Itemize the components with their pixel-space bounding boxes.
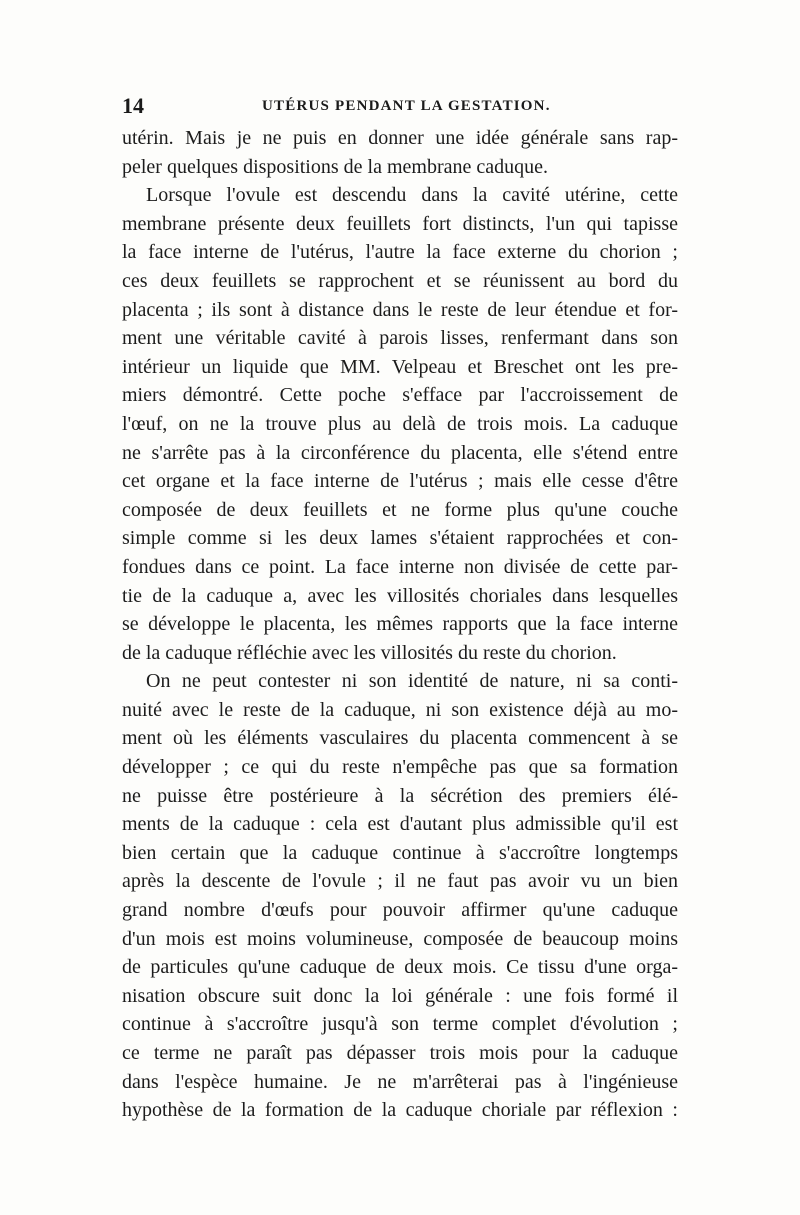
text-line: tie de la caduque a, avec les villosités choriales dans lesquelles (122, 584, 678, 607)
text-line: ment où les éléments vasculaires du placenta commencent à se (122, 727, 678, 750)
text-line: miers démontré. Cette poche s'efface par l'accroissement de (122, 384, 678, 407)
text-line: Lorsque l'ovule est descendu dans la cavité utérine, cette (146, 184, 678, 207)
text-line: nuité avec le reste de la caduque, ni son existence déjà au mo- (122, 698, 678, 721)
text-line: de particules qu'une caduque de deux mois. Ce tissu d'une orga- (122, 956, 678, 979)
page-number: 14 (122, 93, 144, 118)
text-line: On ne peut contester ni son identité de nature, ni sa conti- (146, 670, 678, 693)
text-line: grand nombre d'œufs pour pouvoir affirmer qu'une caduque (122, 899, 678, 922)
text-line: intérieur un liquide que MM. Velpeau et Breschet ont les pre- (122, 355, 678, 378)
text-line: ces deux feuillets se rapprochent et se réunissent au bord du (122, 269, 678, 292)
text-line: l'œuf, on ne la trouve plus au delà de trois mois. La caduque (122, 412, 678, 435)
text-line: placenta ; ils sont à distance dans le reste de leur étendue et for- (122, 298, 678, 321)
text-line: peler quelques dispositions de la membrane caduque. (122, 155, 548, 178)
text-line: se développe le placenta, les mêmes rapports que la face interne (122, 613, 678, 636)
text-line: d'un mois est moins volumineuse, composée de beaucoup moins (122, 927, 678, 950)
text-line: composée de deux feuillets et ne forme plus qu'une couche (122, 498, 678, 521)
text-line: bien certain que la caduque continue à s'accroître longtemps (122, 841, 678, 864)
text-line: ments de la caduque : cela est d'autant plus admissible qu'il est (122, 813, 678, 836)
text-line: ce terme ne paraît pas dépasser trois mois pour la caduque (122, 1042, 678, 1064)
page-header (122, 94, 678, 118)
text-line: ne puisse être postérieure à la sécrétion des premiers élé- (122, 784, 678, 807)
text-line: continue à s'accroître jusqu'à son terme complet d'évolution ; (122, 1013, 678, 1036)
text-line: membrane présente deux feuillets fort distincts, l'un qui tapisse (122, 212, 678, 235)
body-text (122, 124, 678, 1125)
text-line: ne s'arrête pas à la circonférence du placenta, elle s'étend entre (122, 441, 678, 464)
text-line: la face interne de l'utérus, l'autre la face externe du chorion ; (122, 241, 678, 264)
text-line: fondues dans ce point. La face interne non divisée de cette par- (122, 555, 678, 578)
text-line: utérin. Mais je ne puis en donner une idée générale sans rap- (122, 127, 678, 149)
text-line: cet organe et la face interne de l'utérus ; mais elle cesse d'être (122, 470, 678, 493)
text-line: nisation obscure suit donc la loi générale : une fois formé il (122, 984, 678, 1007)
text-line: après la descente de l'ovule ; il ne faut pas avoir vu un bien (122, 870, 678, 893)
text-line: de la caduque réfléchie avec les villosités du reste du chorion. (122, 641, 617, 664)
text-line: ment une véritable cavité à parois lisses, renfermant dans son (122, 327, 678, 350)
text-line: développer ; ce qui du reste n'empêche pas que sa formation (122, 756, 678, 779)
running-title: UTÉRUS PENDANT LA GESTATION. (262, 98, 551, 114)
text-line: hypothèse de la formation de la caduque choriale par réflexion : (122, 1099, 678, 1122)
text-line: dans l'espèce humaine. Je ne m'arrêterai pas à l'ingénieuse (122, 1070, 678, 1093)
text-line: simple comme si les deux lames s'étaient rapprochées et con- (122, 527, 678, 550)
